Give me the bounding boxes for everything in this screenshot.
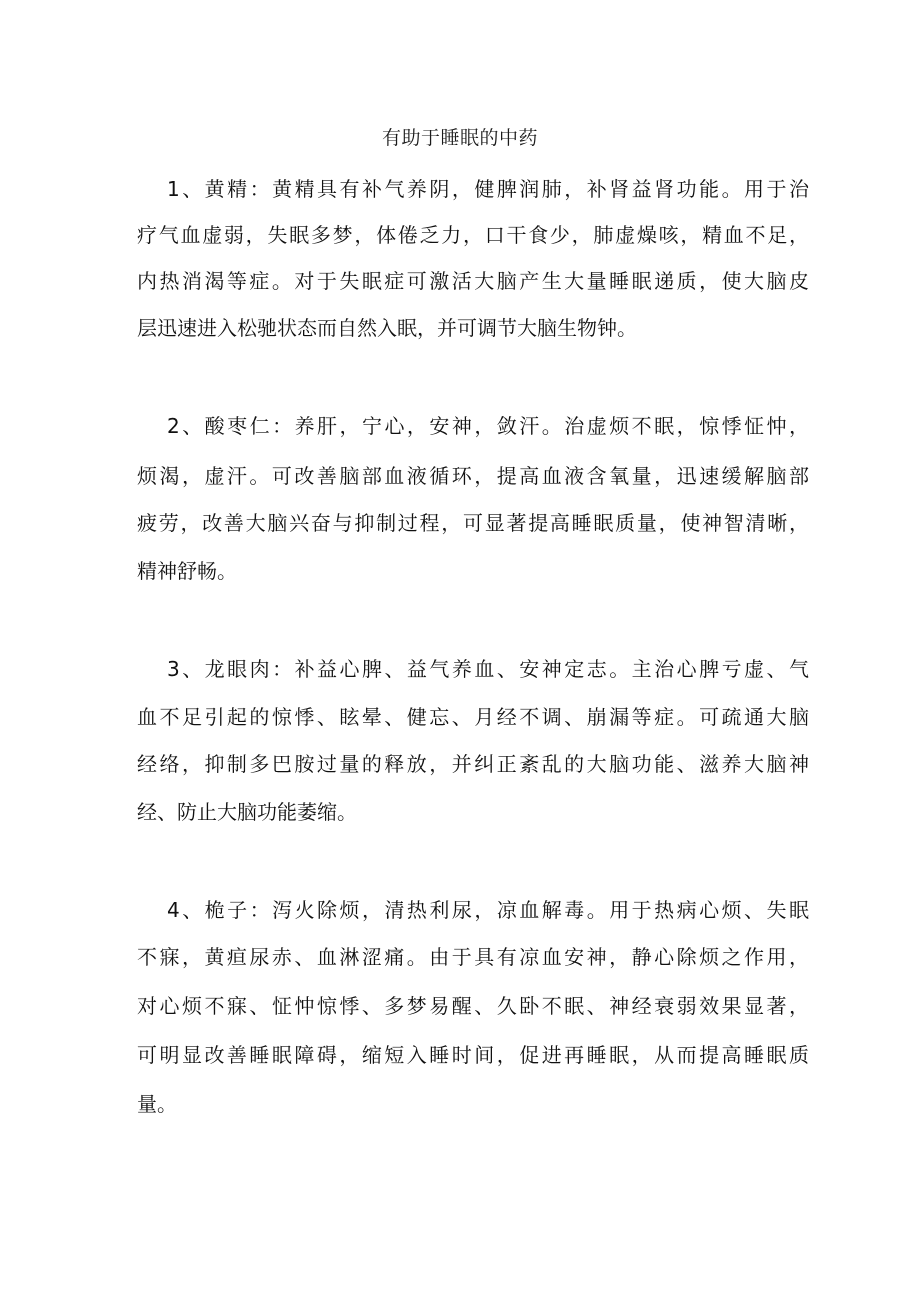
paragraph-3-line-2: 血不足引起的惊悸、眩晕、健忘、月经不调、崩漏等症。可疏通大脑 (137, 705, 809, 729)
paragraph-3-line-3: 经络，抑制多巴胺过量的释放，并纠正紊乱的大脑功能、滋养大脑神 (137, 752, 809, 776)
paragraph-2-line-2: 烦渴，虚汗。可改善脑部血液循环，提高血液含氧量，迅速缓解脑部 (137, 464, 809, 488)
paragraph-1-line-1: 1、黄精：黄精具有补气养阴，健脾润肺，补肾益肾功能。用于治 (167, 177, 809, 201)
paragraph-2-line-4: 精神舒畅。 (137, 559, 237, 583)
paragraph-2-line-3: 疲劳，改善大脑兴奋与抑制过程，可显著提高睡眠质量，使神智清晰， (137, 511, 809, 535)
paragraph-4-line-5: 量。 (137, 1092, 177, 1116)
page-title: 有助于睡眠的中药 (381, 127, 538, 149)
paragraph-4-line-3: 对心烦不寐、怔忡惊悸、多梦易醒、久卧不眠、神经衰弱效果显著， (137, 994, 809, 1018)
paragraph-2-line-1: 2、酸枣仁：养肝，宁心，安神，敛汗。治虚烦不眠，惊悸怔忡， (167, 414, 809, 438)
paragraph-4-line-4: 可明显改善睡眠障碍，缩短入睡时间，促进再睡眠，从而提高睡眠质 (137, 1043, 809, 1067)
paragraph-3-line-4: 经、防止大脑功能萎缩。 (137, 800, 357, 824)
paragraph-1-line-4: 层迅速进入松驰状态而自然入眠，并可调节大脑生物钟。 (137, 316, 637, 340)
paragraph-3-line-1: 3、龙眼肉：补益心脾、益气养血、安神定志。主治心脾亏虚、气 (167, 657, 809, 681)
paragraph-4-line-1: 4、桅子：泻火除烦，清热利尿，凉血解毒。用于热病心烦、失眠 (167, 898, 809, 922)
paragraph-1-line-2: 疗气血虚弱，失眠多梦，体倦乏力，口干食少，肺虚燥咳，精血不足， (137, 223, 809, 247)
paragraph-4-line-2: 不寐，黄疸尿赤、血淋涩痛。由于具有凉血安神，静心除烦之作用， (137, 945, 809, 969)
paragraph-1-line-3: 内热消渴等症。对于失眠症可激活大脑产生大量睡眠递质，使大脑皮 (137, 269, 809, 293)
